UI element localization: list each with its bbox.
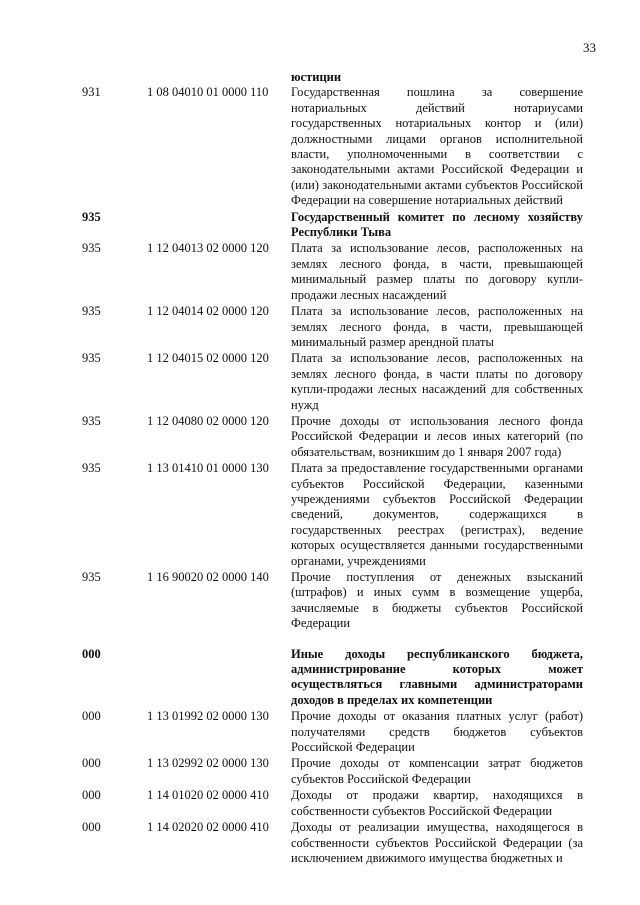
revenue-code: 1 12 04013 02 0000 120	[147, 241, 269, 256]
table-row	[0, 85, 640, 208]
row-description: Государственный комитет по лесному хозяйству Республики Тыва	[291, 209, 583, 240]
admin-code: 000	[82, 756, 101, 771]
table-row	[0, 304, 640, 350]
table-row	[0, 756, 640, 787]
row-description: Иные доходы республиканского бюджета, администрирование которых может осуществляться главными администраторами доходов в пределах их компетенции	[291, 646, 583, 707]
revenue-code: 1 12 04015 02 0000 120	[147, 351, 269, 366]
row-description: Плата за использование лесов, расположенных на землях лесного фонда, в части, превышающей минимальный размер арендной платы	[291, 304, 583, 349]
row-description: юстиции	[291, 70, 342, 84]
row-description: Прочие доходы от оказания платных услуг (работ) получателями средств бюджетов субъектов Российской Федерации	[291, 709, 583, 755]
table-row	[0, 570, 640, 632]
revenue-code: 1 12 04014 02 0000 120	[147, 304, 269, 319]
admin-code: 000	[82, 646, 101, 661]
row-description: Государственная пошлина за совершение нотариальных действий нотариусами государственных нотариальных контор и (или) должностными лицами органов исполнительной власти, уполномоченными в соответствии с законодательными актами Российской Федерации и (или) законодательными актами субъектов Российской Федерации на совершение нотариальных действий	[291, 85, 583, 208]
revenue-code: 1 14 01020 02 0000 410	[147, 788, 269, 803]
revenue-code: 1 14 02020 02 0000 410	[147, 820, 269, 835]
table-row	[0, 210, 640, 241]
admin-code: 935	[82, 351, 101, 366]
table-row	[0, 70, 640, 85]
admin-code: 931	[82, 85, 101, 100]
row-description: Прочие поступления от денежных взысканий (штрафов) и иных сумм в возмещение ущерба, зачисляемые в бюджеты субъектов Российской Федерации	[291, 570, 583, 631]
row-description: Прочие доходы от использования лесного фонда Российской Федерации и лесов иных категорий (по обязательствам, возникшим до 1 января 2007 года)	[291, 413, 583, 459]
admin-code: 935	[82, 209, 101, 224]
admin-code: 000	[82, 709, 101, 724]
revenue-code: 1 08 04010 01 0000 110	[147, 85, 269, 100]
revenue-code: 1 13 02992 02 0000 130	[147, 756, 269, 771]
admin-code: 935	[82, 304, 101, 319]
admin-code: 000	[82, 788, 101, 803]
table-row	[0, 414, 640, 460]
revenue-code: 1 12 04080 02 0000 120	[147, 413, 269, 428]
table-row	[0, 351, 640, 413]
revenue-code: 1 13 01992 02 0000 130	[147, 709, 269, 724]
revenue-code: 1 16 90020 02 0000 140	[147, 570, 269, 584]
admin-code: 935	[82, 413, 101, 428]
table-row	[0, 820, 640, 866]
admin-code: 935	[82, 461, 101, 476]
table-row	[0, 647, 640, 709]
table-row	[0, 461, 640, 569]
row-description: Плата за предоставление государственными органами субъектов Российской Федерации, казенными учреждениями субъектов Российской Федерации сведений, документов, содержащихся в государственных реестрах (регистрах), ведение которых осуществляется данными государственными органами, учреждениями	[291, 461, 583, 568]
table-row	[0, 709, 640, 755]
admin-code: 935	[82, 241, 101, 256]
revenue-table	[0, 70, 640, 866]
row-description: Доходы от реализации имущества, находящегося в собственности субъектов Российской Федерации (за исключением движимого имущества бюджетных и	[291, 820, 583, 865]
row-description: Плата за использование лесов, расположенных на землях лесного фонда, в части платы по договору купли-продажи лесных насаждений для собственных нужд	[291, 351, 583, 412]
row-description: Прочие доходы от компенсации затрат бюджетов субъектов Российской Федерации	[291, 756, 583, 786]
row-description: Плата за использование лесов, расположенных на землях лесного фонда, в части, превышающей минимальный размер платы по договору купли-продажи лесных насаждений	[291, 241, 583, 302]
page-number: 33	[583, 40, 596, 55]
row-description: Доходы от продажи квартир, находящихся в собственности субъектов Российской Федерации	[291, 788, 583, 818]
table-row	[0, 241, 640, 303]
revenue-code: 1 13 01410 01 0000 130	[147, 461, 269, 476]
admin-code: 000	[82, 820, 101, 835]
admin-code: 935	[82, 570, 101, 584]
table-row	[0, 788, 640, 819]
